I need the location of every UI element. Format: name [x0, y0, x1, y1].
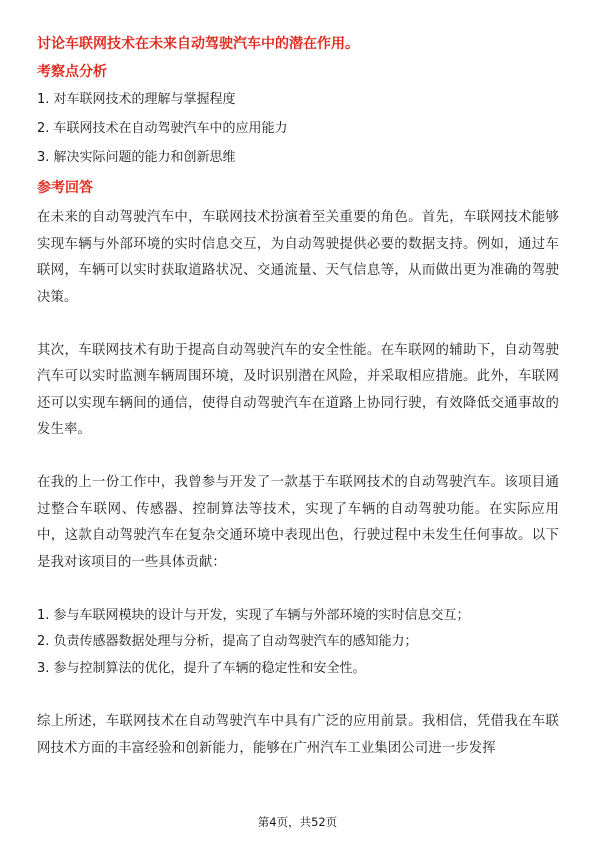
answer-body: [37, 205, 559, 789]
question-title: 讨论车联网技术在未来自动驾驶汽车中的潜在作用。: [37, 36, 359, 52]
answer-heading: 参考回答: [37, 180, 93, 196]
contribution-item: 2. 负责传感器数据处理与分析，提高了自动驾驶汽车的感知能力；: [37, 634, 418, 649]
contribution-item: 3. 参与控制算法的优化，提升了车辆的稳定性和安全性。: [37, 660, 366, 676]
contribution-list: [37, 603, 559, 683]
analysis-item: 1. 对车联网技术的理解与掌握程度: [37, 92, 236, 107]
analysis-item: 3. 解决实际问题的能力和创新思维: [37, 150, 236, 165]
conclusion-paragraph: 综上所述，车联网技术在自动驾驶汽车中具有广泛的应用前景。我相信，凭借我在车联网技术方面的丰富经验和创新能力，能够在广州汽车工业集团公司进一步发挥: [37, 714, 559, 756]
contribution-item: 1. 参与车联网模块的设计与开发，实现了车辆与外部环境的实时信息交互；: [37, 607, 470, 623]
page-number-footer: 第4页，共52页: [257, 815, 338, 829]
answer-paragraph: 在未来的自动驾驶汽车中，车联网技术扮演着至关重要的角色。首先，车联网技术能够实现车辆与外部环境的实时信息交互，为自动驾驶提供必要的数据支持。例如，通过车联网，车辆可以实时获取道路状况、交通流量、天气信息等，从而做出更为准确的驾驶决策。: [37, 210, 559, 305]
answer-paragraph: 在我的上一份工作中，我曾参与开发了一款基于车联网技术的自动驾驶汽车。该项目通过整合车联网、传感器、控制算法等技术，实现了车辆的自动驾驶功能。在实际应用中，这款自动驾驶汽车在复杂交通环境中表现出色，行驶过程中未发生任何事故。以下是我对该项目的一些具体贡献：: [37, 475, 559, 570]
analysis-list: [37, 90, 557, 177]
answer-paragraph: 其次，车联网技术有助于提高自动驾驶汽车的安全性能。在车联网的辅助下，自动驾驶汽车可以实时监测车辆周围环境，及时识别潜在风险，并采取相应措施。此外，车联网还可以实现车辆间的通信，使得自动驾驶汽车在道路上协同行驶，有效降低交通事故的发生率。: [37, 342, 559, 437]
analysis-heading: 考察点分析: [37, 64, 107, 80]
analysis-item: 2. 车联网技术在自动驾驶汽车中的应用能力: [37, 121, 288, 136]
